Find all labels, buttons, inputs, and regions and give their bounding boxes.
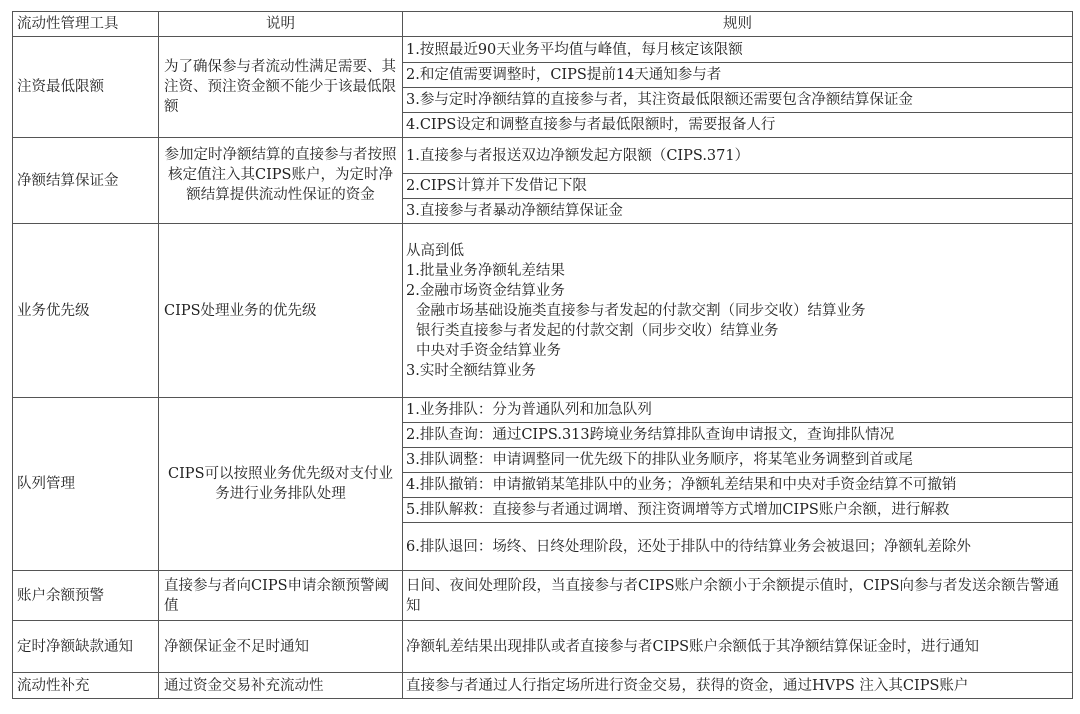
- description-cell: 直接参与者向CIPS申请余额预警阈值: [159, 571, 403, 621]
- table-row: [13, 571, 1073, 621]
- rule-list-cell: [403, 224, 1073, 398]
- table-row: [13, 138, 1073, 174]
- description-text: 参加定时净额结算的直接参与者按照核定值注入其CIPS账户，为定时净额结算提供流动性保证的资金: [164, 146, 397, 203]
- rule-cell: 1.直接参与者报送双边净额发起方限额（CIPS.371）: [403, 138, 1073, 174]
- rule-cell: 1.业务排队：分为普通队列和加急队列: [403, 398, 1073, 423]
- header-row: [13, 12, 1073, 37]
- tool-cell: 业务优先级: [13, 224, 159, 398]
- table-row: [13, 621, 1073, 673]
- list-item: 2.金融市场资金结算业务: [406, 282, 565, 299]
- rule-cell: 3.排队调整：申请调整同一优先级下的排队业务顺序，将某笔业务调整到首或尾: [403, 448, 1073, 473]
- list-item: 银行类直接参与者发起的付款交割（同步交收）结算业务: [416, 322, 779, 339]
- header-rules: 规则: [403, 12, 1073, 37]
- list-item: 中央对手资金结算业务: [416, 342, 561, 359]
- list-item: 金融市场基础设施类直接参与者发起的付款交割（同步交收）结算业务: [416, 302, 866, 319]
- tool-cell: 队列管理: [13, 398, 159, 571]
- table-row: [13, 673, 1073, 699]
- table-row: [13, 398, 1073, 423]
- rule-cell: 3.参与定时净额结算的直接参与者，其注资最低限额还需要包含净额结算保证金: [403, 88, 1073, 113]
- description-cell: 通过资金交易补充流动性: [159, 673, 403, 699]
- list-item: 1.批量业务净额轧差结果: [406, 262, 565, 279]
- tool-cell: 注资最低限额: [13, 37, 159, 138]
- rule-cell: 5.排队解救：直接参与者通过调增、预注资调增等方式增加CIPS账户余额，进行解救: [403, 498, 1073, 523]
- header-description: 说明: [159, 12, 403, 37]
- list-item: 3.实时全额结算业务: [406, 362, 536, 379]
- tool-cell: 定时净额缺款通知: [13, 621, 159, 673]
- rule-cell: 2.CIPS计算并下发借记下限: [403, 174, 1073, 199]
- table-row: [13, 224, 1073, 398]
- list-item: 从高到低: [406, 242, 464, 259]
- description-cell: 净额保证金不足时通知: [159, 621, 403, 673]
- header-tool: 流动性管理工具: [13, 12, 159, 37]
- rule-cell: 6.排队退回：场终、日终处理阶段，还处于排队中的待结算业务会被退回；净额轧差除外: [403, 523, 1073, 571]
- tool-cell: 净额结算保证金: [13, 138, 159, 224]
- description-cell: CIPS可以按照业务优先级对支付业务进行业务排队处理: [159, 398, 403, 571]
- description-cell: 为了确保参与者流动性满足需要、其注资、预注资金额不能少于该最低限额: [159, 37, 403, 138]
- rule-cell: 1.按照最近90天业务平均值与峰值，每月核定该限额: [403, 37, 1073, 63]
- rule-cell: 3.直接参与者暴动净额结算保证金: [403, 199, 1073, 224]
- tool-cell: 流动性补充: [13, 673, 159, 699]
- rule-cell: 直接参与者通过人行指定场所进行资金交易，获得的资金，通过HVPS 注入其CIPS账户: [403, 673, 1073, 699]
- liquidity-tools-table: [12, 11, 1073, 699]
- rule-cell: 2.排队查询：通过CIPS.313跨境业务结算排队查询申请报文，查询排队情况: [403, 423, 1073, 448]
- rule-cell: 4.排队撤销：申请撤销某笔排队中的业务；净额轧差结果和中央对手资金结算不可撤销: [403, 473, 1073, 498]
- rule-cell: 净额轧差结果出现排队或者直接参与者CIPS账户余额低于其净额结算保证金时，进行通知: [403, 621, 1073, 673]
- rule-cell: 2.和定值需要调整时，CIPS提前14天通知参与者: [403, 63, 1073, 88]
- tool-cell: 账户余额预警: [13, 571, 159, 621]
- description-cell: [159, 138, 403, 224]
- rule-cell: 日间、夜间处理阶段，当直接参与者CIPS账户余额小于余额提示值时，CIPS向参与者发送余额告警通知: [403, 571, 1073, 621]
- table-row: [13, 37, 1073, 63]
- rule-cell: 4.CIPS设定和调整直接参与者最低限额时，需要报备人行: [403, 113, 1073, 138]
- description-cell: CIPS处理业务的优先级: [159, 224, 403, 398]
